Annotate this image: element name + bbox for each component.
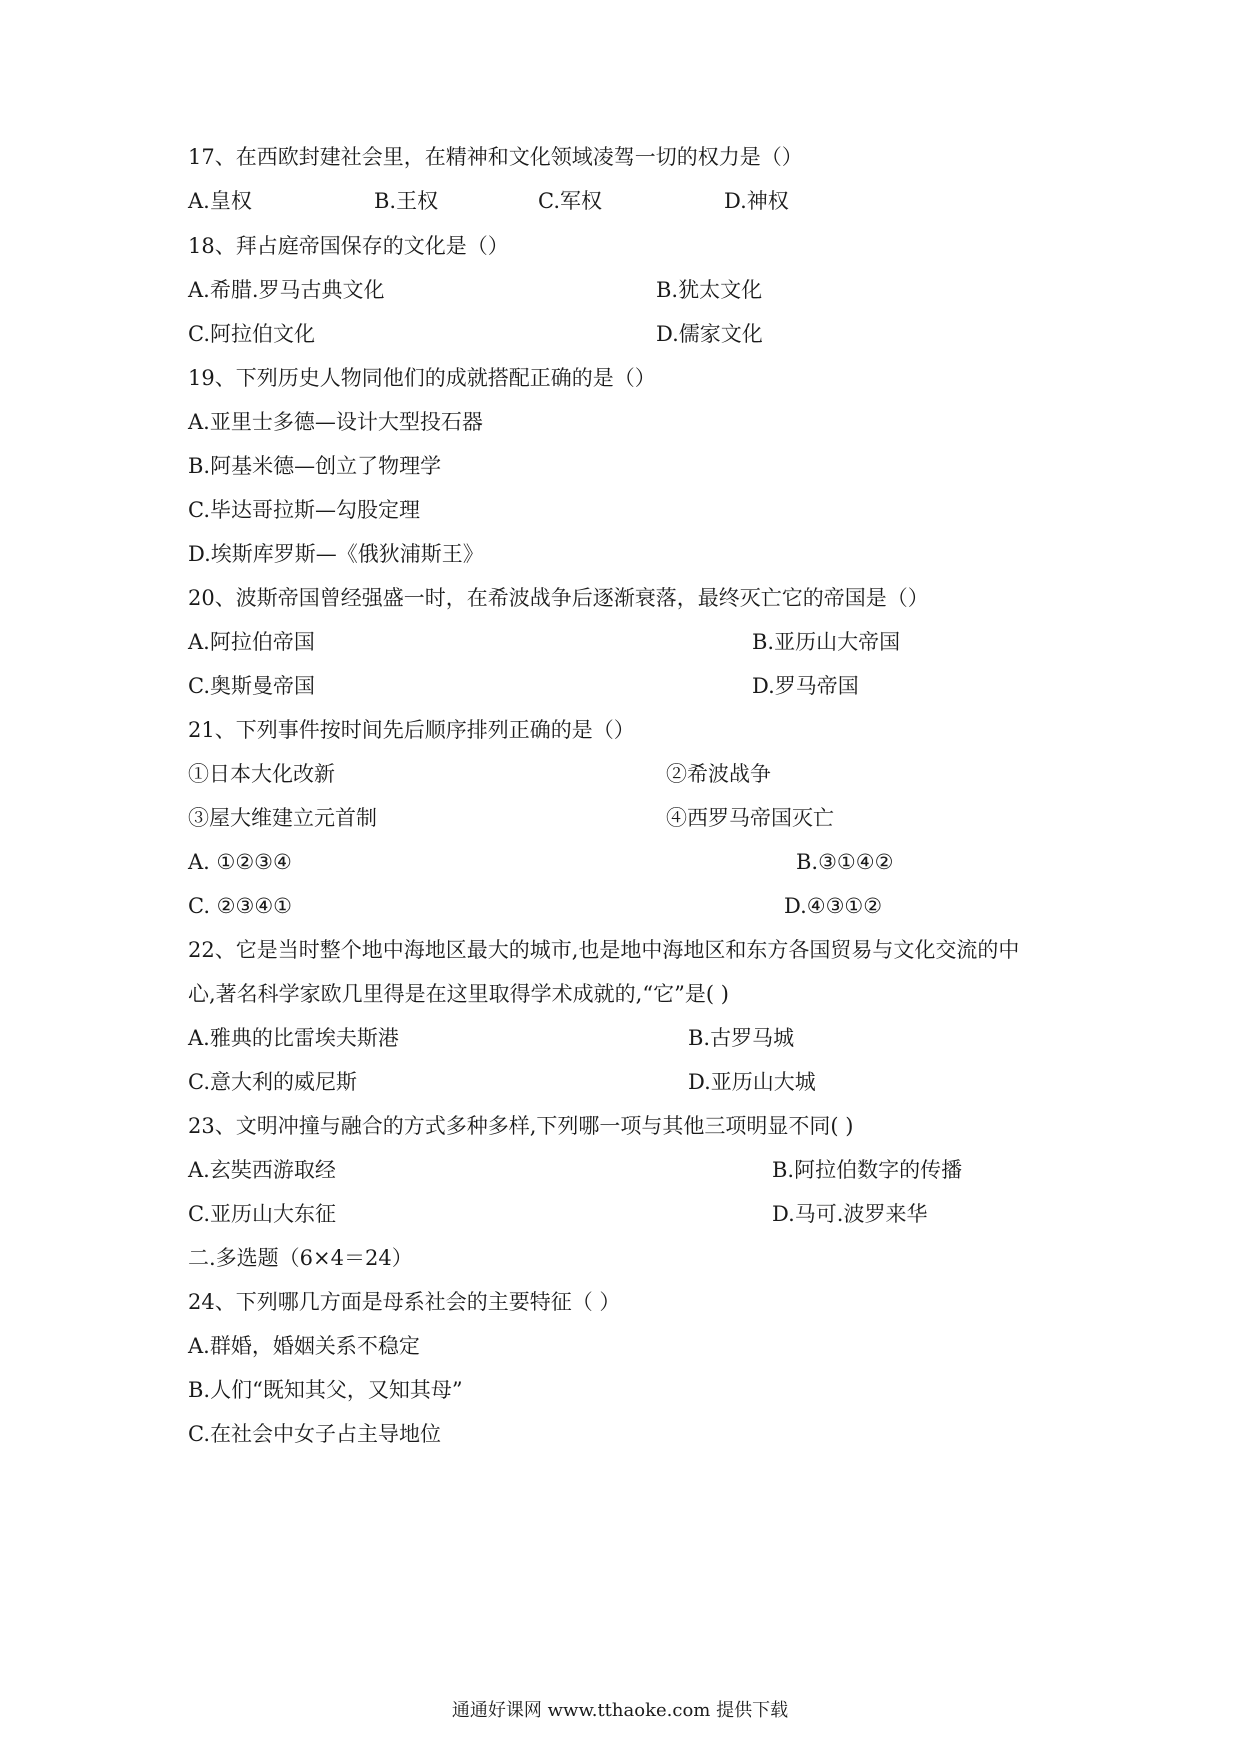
question-18-option-c: C.阿拉伯文化: [188, 322, 315, 346]
question-23-option-a: A.玄奘西游取经: [188, 1158, 336, 1182]
question-17-stem: 17、在西欧封建社会里，在精神和文化领域凌驾一切的权力是（）: [188, 145, 803, 169]
question-21-option-c: C. ②③④①: [188, 894, 292, 918]
question-23-option-b: B.阿拉伯数字的传播: [772, 1158, 963, 1182]
question-19-option-d: D.埃斯库罗斯—《俄狄浦斯王》: [188, 542, 484, 566]
question-20-option-c: C.奥斯曼帝国: [188, 674, 315, 698]
question-17-option-b: B.王权: [374, 189, 439, 213]
question-20-stem: 20、波斯帝国曾经强盛一时，在希波战争后逐渐衰落，最终灭亡它的帝国是（）: [188, 586, 929, 610]
question-20-option-b: B.亚历山大帝国: [752, 630, 901, 654]
question-19-option-b: B.阿基米德—创立了物理学: [188, 454, 442, 478]
question-17-option-d: D.神权: [724, 189, 789, 213]
question-19-option-c: C.毕达哥拉斯—勾股定理: [188, 498, 420, 522]
section-2-title: 二.多选题（6×4＝24）: [188, 1246, 413, 1270]
question-21-option-b: B.③①④②: [796, 850, 894, 874]
question-22-option-d: D.亚历山大城: [688, 1070, 816, 1094]
question-22-stem-line-1: 22、它是当时整个地中海地区最大的城市,也是地中海地区和东方各国贸易与文化交流的中: [188, 938, 1020, 962]
question-21-option-d: D.④③①②: [784, 894, 883, 918]
question-24-stem: 24、下列哪几方面是母系社会的主要特征（ ）: [188, 1290, 621, 1314]
question-21-stem: 21、下列事件按时间先后顺序排列正确的是（）: [188, 718, 635, 742]
question-19-stem: 19、下列历史人物同他们的成就搭配正确的是（）: [188, 366, 656, 390]
question-22-stem-line-2: 心,著名科学家欧几里得是在这里取得学术成就的,“它”是( ): [188, 982, 729, 1006]
question-17-option-a: A.皇权: [188, 189, 252, 213]
question-24-option-b: B.人们“既知其父，又知其母”: [188, 1378, 463, 1402]
question-24-option-a: A.群婚，婚姻关系不稳定: [188, 1334, 420, 1358]
question-20-option-a: A.阿拉伯帝国: [188, 630, 315, 654]
question-23-option-c: C.亚历山大东征: [188, 1202, 336, 1226]
question-20-option-d: D.罗马帝国: [752, 674, 859, 698]
question-22-option-b: B.古罗马城: [688, 1026, 795, 1050]
question-17-option-c: C.军权: [538, 189, 602, 213]
question-22-option-c: C.意大利的威尼斯: [188, 1070, 357, 1094]
question-18-stem: 18、拜占庭帝国保存的文化是（）: [188, 234, 509, 258]
question-18-option-a: A.希腊.罗马古典文化: [188, 278, 385, 302]
question-21-event-1: ①日本大化改新: [188, 762, 335, 786]
question-18-option-d: D.儒家文化: [656, 322, 763, 346]
question-23-stem: 23、文明冲撞与融合的方式多种多样,下列哪一项与其他三项明显不同( ): [188, 1114, 854, 1138]
question-22-option-a: A.雅典的比雷埃夫斯港: [188, 1026, 399, 1050]
question-19-option-a: A.亚里士多德—设计大型投石器: [188, 410, 483, 434]
question-24-option-c: C.在社会中女子占主导地位: [188, 1422, 441, 1446]
page-footer: 通通好课网 www.tthaoke.com 提供下载: [451, 1700, 789, 1721]
question-23-option-d: D.马可.波罗来华: [772, 1202, 928, 1226]
question-21-option-a: A. ①②③④: [188, 850, 292, 874]
question-21-event-4: ④西罗马帝国灭亡: [666, 806, 834, 830]
question-21-event-3: ③屋大维建立元首制: [188, 806, 377, 830]
question-21-event-2: ②希波战争: [666, 762, 771, 786]
question-18-option-b: B.犹太文化: [656, 278, 763, 302]
